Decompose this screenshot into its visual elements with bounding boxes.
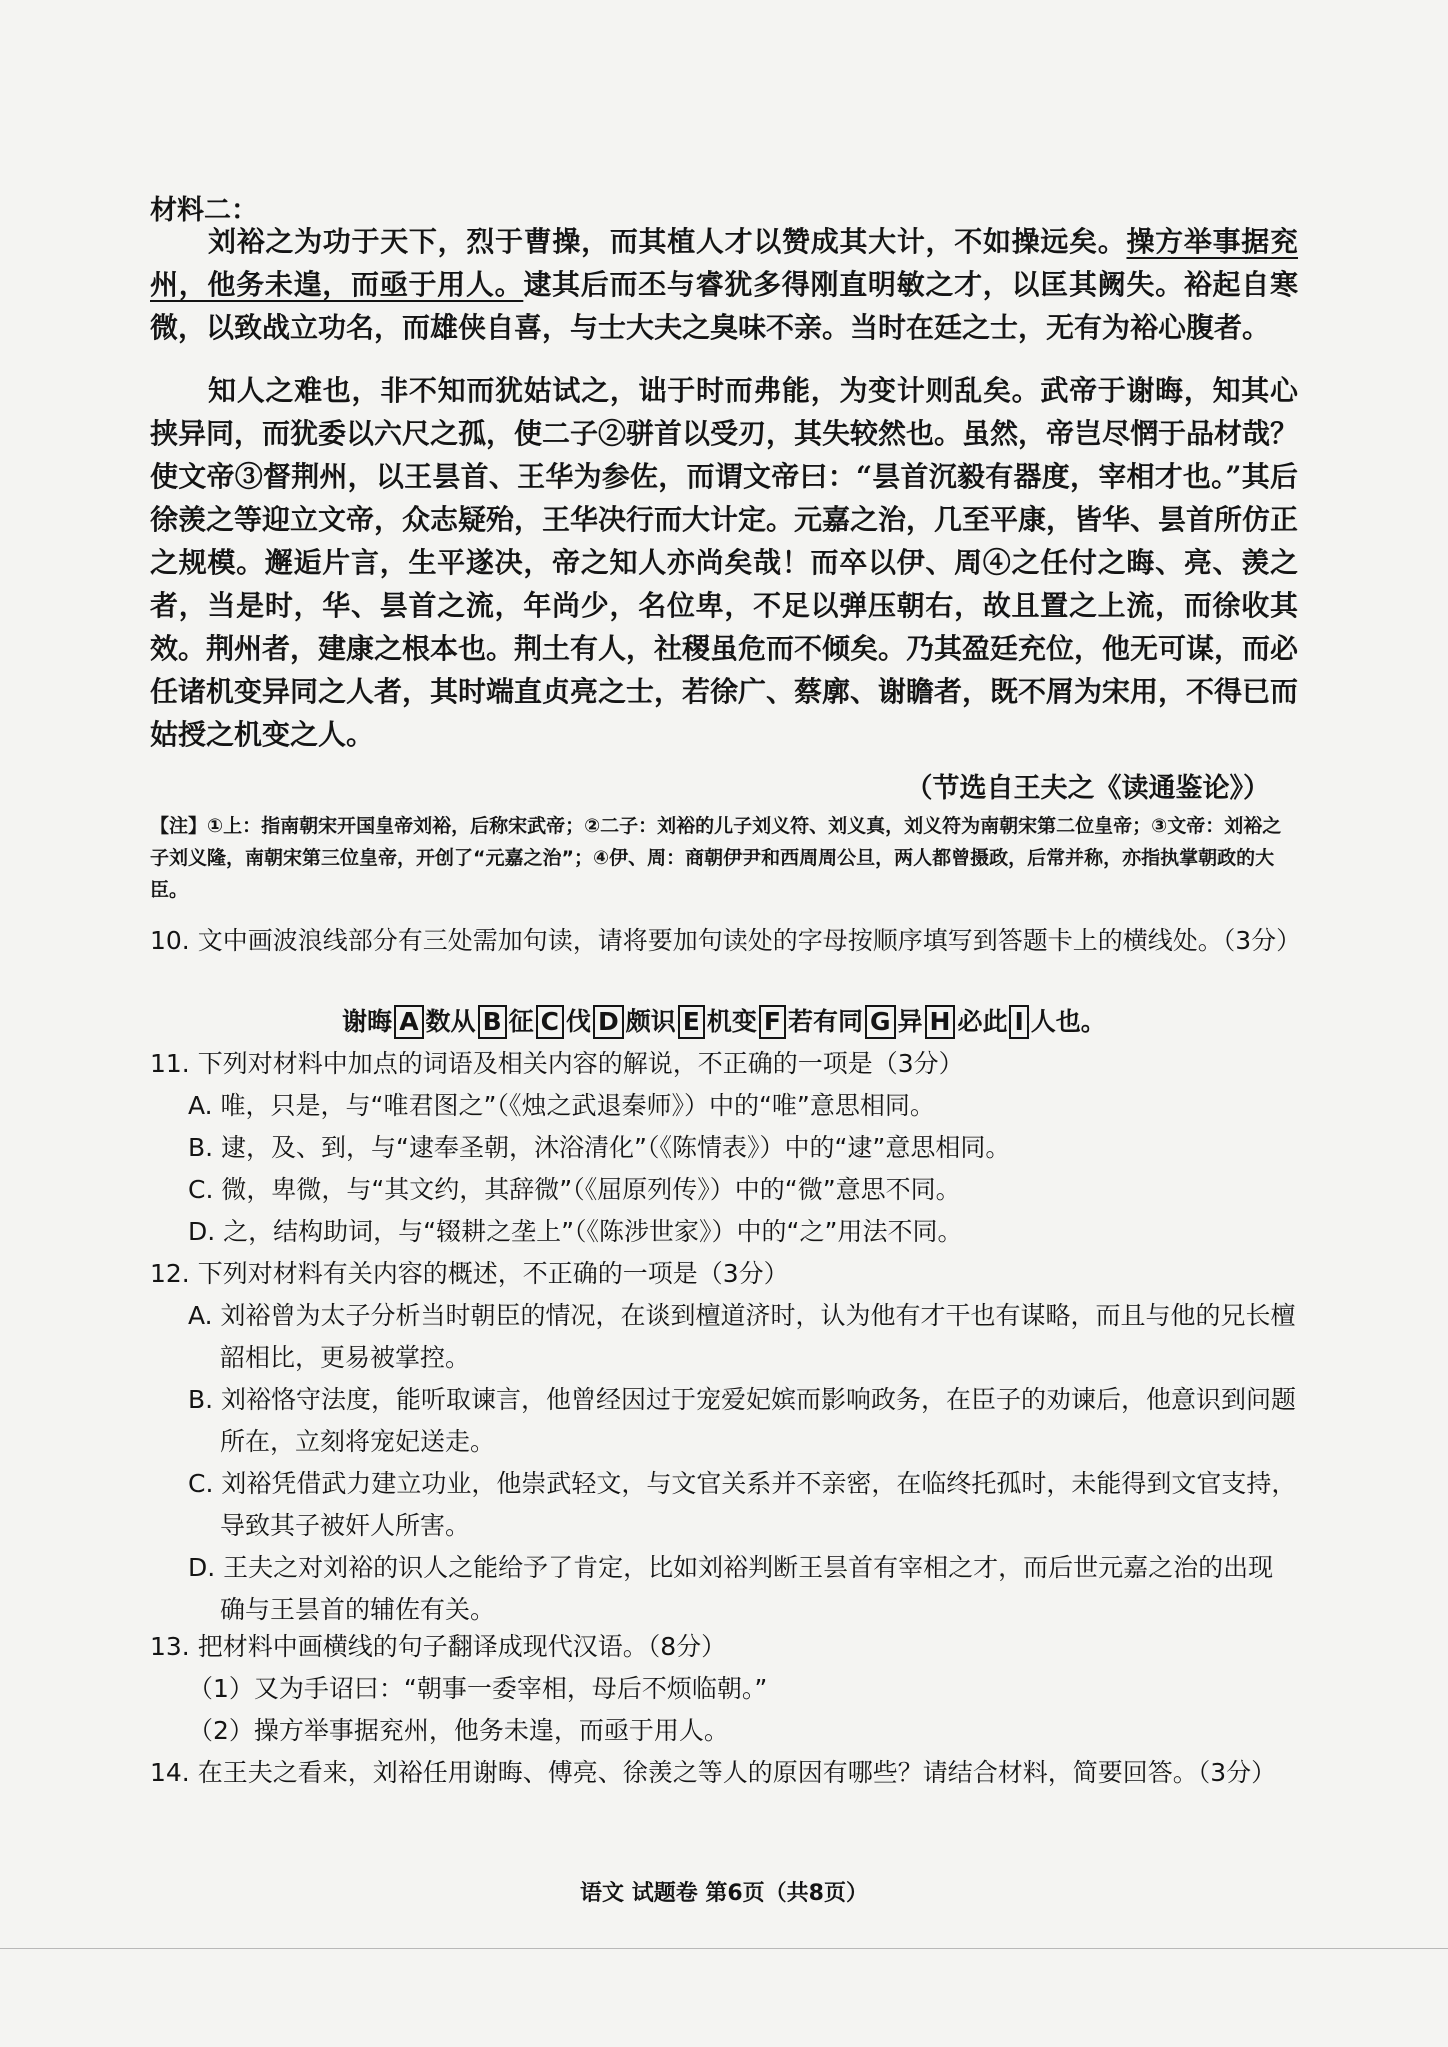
source-citation: （节选自王夫之《读通鉴论》）: [905, 773, 1270, 804]
letter-box: G: [865, 1005, 896, 1039]
letter-box: I: [1009, 1005, 1028, 1039]
letter-box: A: [394, 1005, 423, 1039]
question-12-option-c: C. 刘裕凭借武力建立功业，他崇武轻文，与文官关系并不亲密，在临终托孤时，未能得到文官支持，导致其子被奸人所害。: [188, 1469, 1297, 1540]
question-12-stem: 12. 下列对材料有关内容的概述，不正确的一项是（3分）: [150, 1259, 789, 1288]
page-bottom-rule: [0, 1948, 1448, 1949]
question-13-item-2: （2）操方举事据兖州，他务未遑，而亟于用人。: [188, 1716, 729, 1745]
question-11-option-d: D. 之，结构助词，与“辍耕之垄上”（《陈涉世家》）中的“之”用法不同。: [188, 1217, 963, 1246]
seq-text: 机变: [706, 1007, 757, 1036]
question-14-stem: 14. 在王夫之看来，刘裕任用谢晦、傅亮、徐羡之等人的原因有哪些？请结合材料，简要回答。（3分）: [150, 1758, 1277, 1787]
letter-box: B: [478, 1005, 507, 1039]
question-12: [150, 1253, 1298, 1631]
letter-box: F: [759, 1005, 786, 1039]
punctuation-sequence: [150, 1002, 1298, 1039]
question-13-item-1: （1）又为手诏曰：“朝事一委宰相，母后不烦临朝。”: [188, 1674, 768, 1703]
question-11: [150, 1043, 1298, 1253]
seq-text: 若有同: [787, 1007, 863, 1036]
letter-box: E: [678, 1005, 705, 1039]
material-paragraph-2: 知人之难也，非不知而犹姑试之，诎于时而弗能，为变计则乱矣。武帝于谢晦，知其心挟异同，而犹委以六尺之孤，使二子②骈首以受刃，其失较然也。虽然，帝岂尽惘于品材哉？使文帝③督荆州，以王昙首、王华为参佐，而谓文帝曰：“昙首沉毅有器度，宰相才也。”其后徐羡之等迎立文帝，众志疑殆，王华决行而大计定。元嘉之治，几至平康，皆华、昙首所仿正之规模。邂逅片言，生平遂决，帝之知人亦尚矣哉！而卒以伊、周④之任付之晦、亮、羡之者，当是时，华、昙首之流，年尚少，名位卑，不足以弹压朝右，故且置之上流，而徐收其效。荆州者，建康之根本也。荆土有人，社稷虽危而不倾矣。乃其盈廷充位，他无可谋，而必任诸机变异同之人者，其时端直贞亮之士，若徐广、蔡廓、谢瞻者，既不屑为宋用，不得已而姑授之机变之人。: [150, 374, 1299, 751]
material-heading: 材料二：: [150, 195, 258, 226]
question-12-option-b: B. 刘裕恪守法度，能听取谏言，他曾经因过于宠爱妃嫔而影响政务，在臣子的劝谏后，他意识到问题所在，立刻将宠妃送走。: [188, 1385, 1297, 1456]
seq-text: 伐: [566, 1007, 592, 1036]
question-11-option-a: A. 唯，只是，与“唯君图之”（《烛之武退秦师》）中的“唯”意思相同。: [188, 1091, 935, 1120]
paragraph-1-lead: 刘裕之为功于天下，烈于曹操，而其植人才以赞成其大计，不如操远矣。: [208, 225, 1127, 258]
seq-text: 征: [508, 1007, 534, 1036]
seq-text: 数从: [425, 1007, 476, 1036]
underlined-sentence: 操方举事据兖州，他务未遑，而亟于用人。: [150, 225, 1298, 301]
question-10-stem: 10. 文中画波浪线部分有三处需加句读，请将要加句读处的字母按顺序填写到答题卡上的横线处。（3分）: [150, 926, 1302, 955]
question-12-option-d: D. 王夫之对刘裕的识人之能给予了肯定，比如刘裕判断王昙首有宰相之才，而后世元嘉之治的出现确与王昙首的辅佐有关。: [188, 1553, 1274, 1624]
letter-box: C: [536, 1005, 564, 1039]
material-paragraph-1: [150, 220, 1298, 349]
question-12-option-a: A. 刘裕曾为太子分析当时朝臣的情况，在谈到檀道济时，认为他有才干也有谋略，而且与他的兄长檀韶相比，更易被掌控。: [188, 1301, 1296, 1372]
seq-text: 颇识: [625, 1007, 676, 1036]
seq-text: 谢晦: [342, 1007, 393, 1036]
question-13-stem: 13. 把材料中画横线的句子翻译成现代汉语。（8分）: [150, 1632, 727, 1661]
annotation-notes: 【注】①上：指南朝宋开国皇帝刘裕，后称宋武帝；②二子：刘裕的儿子刘义符、刘义真，刘义符为南朝宋第二位皇帝；③文帝：刘裕之子刘义隆，南朝宋第三位皇帝，开创了“元嘉之治”；④伊、周：商朝伊尹和西周周公旦，两人都曾摄政，后常并称，亦指执掌朝政的大臣。: [150, 815, 1282, 901]
seq-text: 必此: [957, 1007, 1008, 1036]
letter-box: H: [925, 1005, 956, 1039]
question-11-option-b: B. 逮，及、到，与“逮奉圣朝，沐浴清化”（《陈情表》）中的“逮”意思相同。: [188, 1133, 1011, 1162]
paragraph-1-rest: 逮其后而丕与睿犹多得刚直明敏之才，以匡其阙失。裕起自寒微，以致战立功名，而雄侠自喜，与士大夫之臭味不亲。当时在廷之士，无有为裕心腹者。: [150, 268, 1298, 344]
question-10: [150, 920, 1302, 962]
question-11-option-c: C. 微，卑微，与“其文约，其辞微”（《屈原列传》）中的“微”意思不同。: [188, 1175, 961, 1204]
question-13: [150, 1626, 1298, 1752]
question-11-stem: 11. 下列对材料中加点的词语及相关内容的解说，不正确的一项是（3分）: [150, 1049, 964, 1078]
letter-box: D: [593, 1005, 624, 1039]
page-footer: 语文 试题卷 第6页（共8页）: [580, 1881, 868, 1906]
question-14: [150, 1752, 1298, 1794]
seq-text: 异: [897, 1007, 923, 1036]
seq-text: 人也。: [1030, 1007, 1106, 1036]
